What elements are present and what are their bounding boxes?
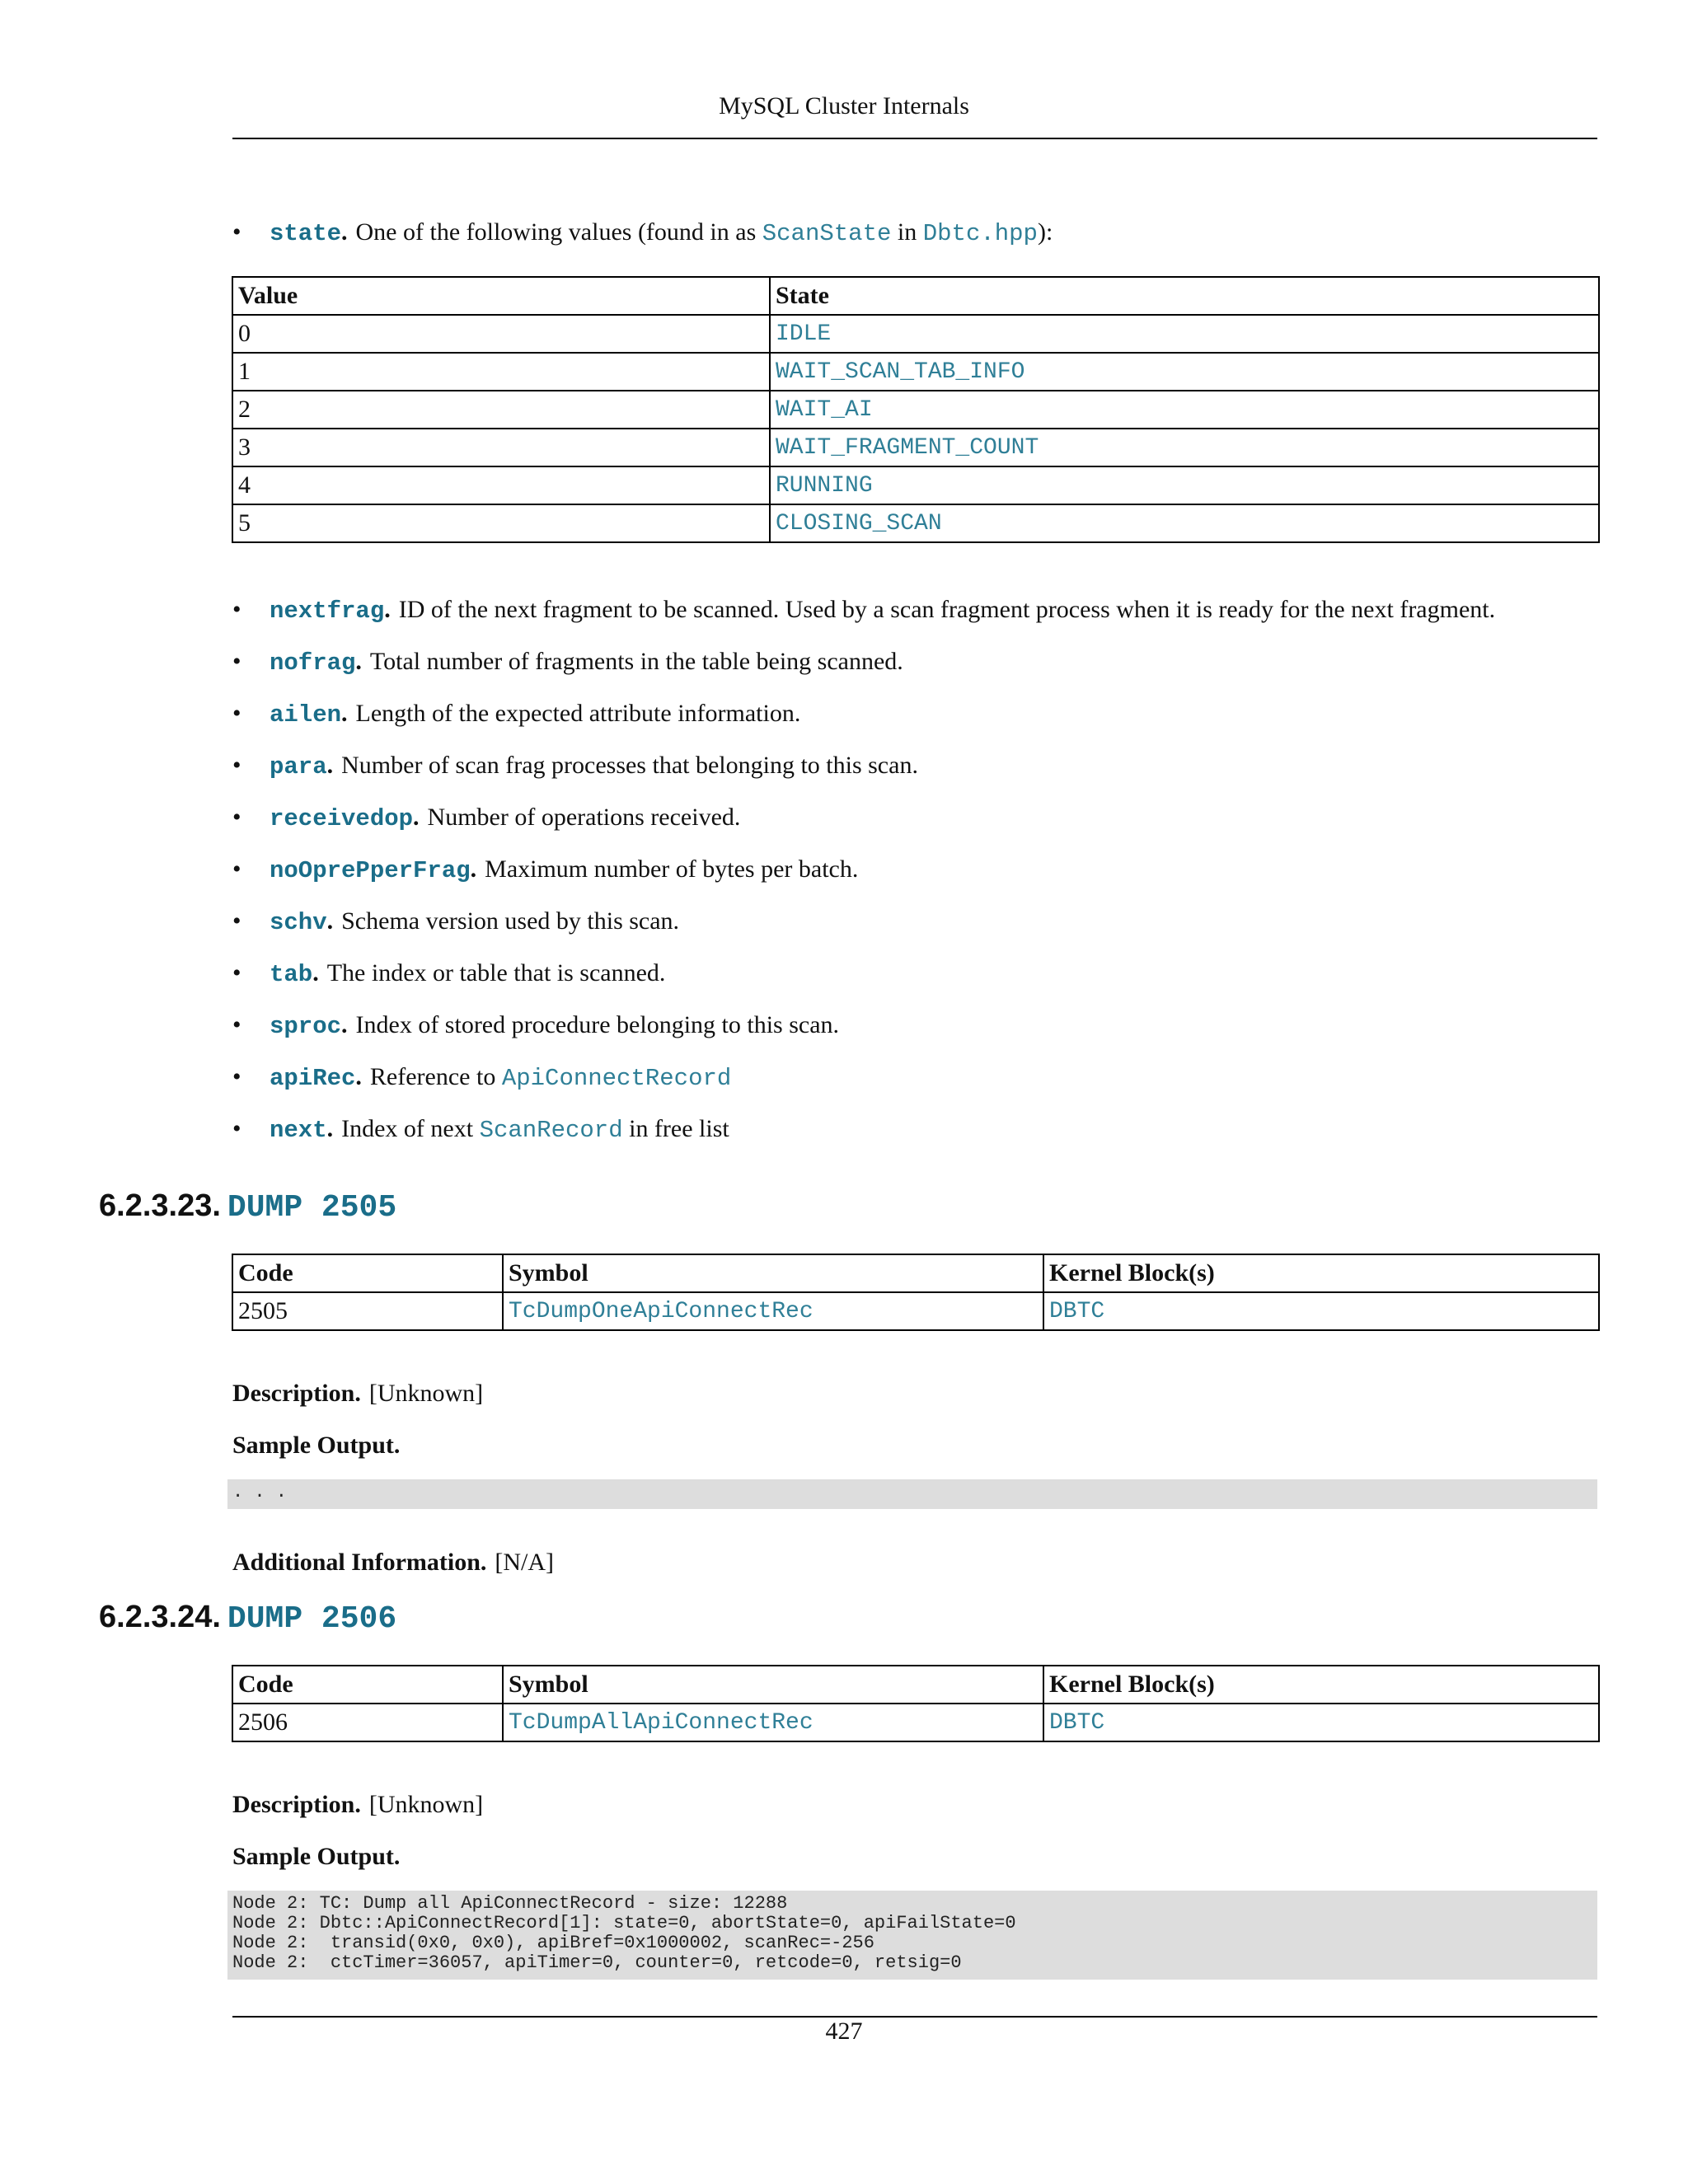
table-header-row [232,277,1599,315]
code-cell: 2506 [232,1704,503,1741]
field-item-schv: • schv. Schema version used by this scan. [232,905,679,940]
bullet-dot: • [232,218,241,246]
field-item-para: • para. Number of scan frag processes that belonging to this scan. [232,749,918,784]
field-desc: Maximum number of bytes per batch. [485,855,859,883]
header-rule [232,138,1597,139]
field-desc: Number of scan frag processes that belonging to this scan. [341,752,918,779]
table-header-row [232,1254,1599,1292]
column-header: Symbol [503,1254,1043,1292]
code-cell: 2505 [232,1292,503,1330]
kernel-block-link[interactable]: DBTC [1043,1704,1599,1741]
field-item-nofrag: • nofrag. Total number of fragments in the table being scanned. [232,645,903,680]
field-term: para [270,753,327,780]
bullet-dot: • [232,804,241,831]
field-desc: One of the following values (found in as [355,218,757,246]
field-desc-mid: in [897,218,917,246]
value-cell: 5 [232,504,770,542]
field-desc: Total number of fragments in the table being scanned. [369,648,903,675]
description-value: [Unknown] [368,1380,484,1407]
field-desc: Reference to [369,1063,496,1090]
state-link[interactable]: WAIT_AI [770,391,1599,429]
field-desc: The index or table that is scanned. [326,959,666,987]
value-cell: 0 [232,315,770,353]
section-number: 6.2.3.23. [99,1188,221,1223]
sample-output-label: Sample Output. [232,1843,401,1870]
value-cell: 3 [232,429,770,466]
value-cell: 1 [232,353,770,391]
page-number: 427 [825,2018,863,2045]
field-desc: Length of the expected attribute information. [355,700,801,727]
table-row [232,504,1599,542]
bullet-dot: • [232,648,241,675]
state-link[interactable]: WAIT_SCAN_TAB_INFO [770,353,1599,391]
column-header: Code [232,1254,503,1292]
field-desc: Index of next [341,1115,474,1142]
column-header: Kernel Block(s) [1043,1666,1599,1704]
field-term: nofrag [270,649,356,677]
bullet-dot: • [232,1011,241,1038]
sample-output-block: Node 2: TC: Dump all ApiConnectRecord - size: 12288 Node 2: Dbtc::ApiConnectRecord[1]: state=0, abortState=0, apiFailState=0 Node 2: transid(0x0, 0x0), apiBref=0x1000002, scanRec=-256 Node 2: ctcTimer=36057, apiTimer=0, counter=0, retcode=0, retsig=0 [227,1891,1597,1980]
scanrecord-link[interactable]: ScanRecord [479,1117,623,1144]
dump-2505-table [232,1254,1600,1331]
table-row [232,1292,1599,1330]
field-term: state [270,220,342,247]
additional-info-value: [N/A] [495,1549,555,1576]
bullet-dot: • [232,752,241,779]
bullet-dot: • [232,907,241,935]
sample-output-block: . . . [227,1479,1597,1509]
field-desc: ID of the next fragment to be scanned. Used by a scan fragment process when it is ready for the next fragment. [398,596,1496,623]
page-header-title: MySQL Cluster Internals [719,92,969,120]
state-link[interactable]: WAIT_FRAGMENT_COUNT [770,429,1599,466]
state-field-item: • state. One of the following values (found in as ScanState in Dbtc.hpp): [232,216,1053,251]
sample-output-label: Sample Output. [232,1432,401,1459]
description-paragraph [232,1380,483,1408]
field-item-receivedop: • receivedop. Number of operations received. [232,801,740,836]
field-term: sproc [270,1013,342,1040]
field-term: nextfrag [270,598,385,625]
column-header: State [770,277,1599,315]
field-term: ailen [270,701,342,729]
dbtc-hpp-link[interactable]: Dbtc.hpp [922,220,1038,247]
state-link[interactable]: CLOSING_SCAN [770,504,1599,542]
sample-output-label-paragraph [232,1843,400,1871]
value-cell: 2 [232,391,770,429]
additional-info-paragraph [232,1549,554,1577]
field-desc: Schema version used by this scan. [341,907,680,935]
field-term: noOprePperFrag [270,857,471,884]
field-term: tab [270,961,313,988]
description-value: [Unknown] [368,1791,484,1818]
field-term: receivedop [270,805,414,832]
field-item-apirec: • apiRec. Reference to ApiConnectRecord [232,1061,731,1095]
table-row [232,1704,1599,1741]
description-label: Description. [232,1791,361,1818]
section-number: 6.2.3.24. [99,1600,221,1634]
description-label: Description. [232,1380,361,1407]
additional-info-label: Additional Information. [232,1549,487,1576]
bullet-dot: • [232,959,241,987]
table-row [232,391,1599,429]
field-desc: Number of operations received. [427,804,741,831]
scanstate-link[interactable]: ScanState [762,220,892,247]
field-item-next: • next. Index of next ScanRecord in free list [232,1113,729,1147]
bullet-dot: • [232,1063,241,1090]
bullet-dot: • [232,700,241,727]
section-title-link[interactable]: DUMP 2505 [227,1190,397,1226]
symbol-link[interactable]: TcDumpOneApiConnectRec [503,1292,1043,1330]
table-header-row [232,1666,1599,1704]
state-link[interactable]: IDLE [770,315,1599,353]
field-term: next [270,1117,327,1144]
table-row [232,315,1599,353]
bullet-dot: • [232,855,241,883]
column-header: Value [232,277,770,315]
field-item-nextfrag: • nextfrag. ID of the next fragment to be scanned. Used by a scan fragment process when it is ready for the next fragment. [232,593,1495,628]
column-header: Kernel Block(s) [1043,1254,1599,1292]
value-cell: 4 [232,466,770,504]
section-heading-dump-2505 [99,1188,396,1226]
field-item-nooprepperfrag: • noOprePperFrag. Maximum number of bytes per batch. [232,853,858,888]
field-item-ailen: • ailen. Length of the expected attribute information. [232,697,800,732]
bullet-dot: • [232,596,241,623]
dump-2506-table [232,1665,1600,1742]
field-desc: Index of stored procedure belonging to this scan. [355,1011,840,1038]
section-title-link[interactable]: DUMP 2506 [227,1601,397,1637]
field-desc-after: ): [1037,218,1053,246]
kernel-block-link[interactable]: DBTC [1043,1292,1599,1330]
bullet-dot: • [232,1115,241,1142]
state-values-table [232,276,1600,543]
state-link[interactable]: RUNNING [770,466,1599,504]
column-header: Symbol [503,1666,1043,1704]
sample-output-label-paragraph [232,1432,400,1460]
field-item-tab: • tab. The index or table that is scanned. [232,957,665,991]
field-item-sproc: • sproc. Index of stored procedure belonging to this scan. [232,1009,839,1043]
table-row [232,466,1599,504]
table-row [232,429,1599,466]
column-header: Code [232,1666,503,1704]
field-term: apiRec [270,1065,356,1092]
table-row [232,353,1599,391]
field-term: schv [270,909,327,936]
section-heading-dump-2506 [99,1600,396,1637]
symbol-link[interactable]: TcDumpAllApiConnectRec [503,1704,1043,1741]
apiconnectrecord-link[interactable]: ApiConnectRecord [501,1065,732,1092]
field-desc-after: in free list [629,1115,729,1142]
description-paragraph [232,1791,483,1819]
